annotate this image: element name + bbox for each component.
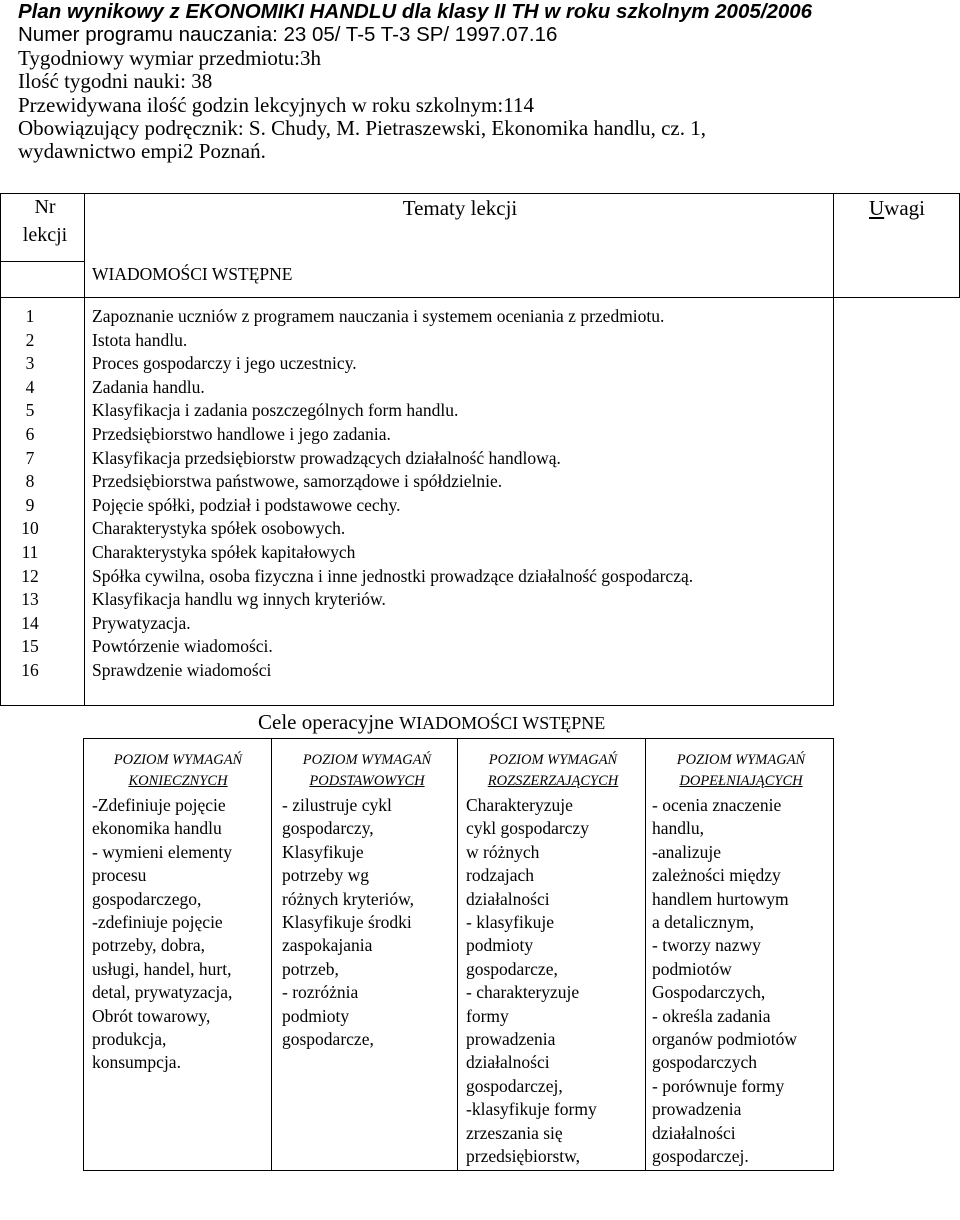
header-line: Obowiązujący podręcznik: S. Chudy, M. Pietraszewski, Ekonomika handlu, cz. 1, <box>18 116 706 141</box>
objective-line: Charakteryzuje <box>466 795 573 815</box>
objective-line: podmiotów <box>652 958 732 979</box>
table-col-divider <box>833 193 834 705</box>
objective-line: produkcja, <box>92 1029 167 1050</box>
col-header-notes: Uwagi <box>869 196 925 220</box>
lesson-number: 8 <box>25 471 35 492</box>
objective-line: konsumpcja. <box>92 1052 181 1073</box>
objective-line: formy <box>466 1005 509 1026</box>
table-col-divider <box>84 193 85 705</box>
objective-line: - charakteryzuje <box>466 982 580 1003</box>
objectives-column-essential <box>92 750 264 1075</box>
lesson-topic: Przedsiębiorstwa państwowe, samorządowe i spółdzielnie. <box>92 471 503 492</box>
lesson-topic: Istota handlu. <box>92 329 188 350</box>
table-divider-header <box>0 261 84 262</box>
objective-line: -Zdefiniuje pojęcie <box>92 795 226 815</box>
objective-line: - tworzy nazwy <box>652 935 761 956</box>
objective-line: podmioty <box>282 1005 350 1026</box>
col-header-topics: Tematy lekcji <box>402 196 518 220</box>
header-line: wydawnictwo empi2 Poznań. <box>18 139 266 164</box>
header-line: Ilość tygodni nauki: 38 <box>18 69 213 94</box>
objectives-column-basic <box>282 750 452 1051</box>
objective-line: procesu <box>92 865 147 886</box>
objectives-border-top <box>83 738 834 739</box>
objective-line: gospodarcze, <box>466 958 558 979</box>
objective-line: Klasyfikuje <box>282 841 364 862</box>
objectives-border-left <box>83 738 84 1170</box>
lesson-topic: Przedsiębiorstwo handlowe i jego zadania. <box>92 423 391 444</box>
lesson-topic: Klasyfikacja handlu wg innych kryteriów. <box>92 589 386 610</box>
lesson-number: 9 <box>25 494 35 515</box>
objective-line: przedsiębiorstw, <box>466 1146 581 1167</box>
objective-line: różnych kryteriów, <box>282 888 415 909</box>
level-name: ROZSZERZAJĄCYCH <box>487 773 619 789</box>
objective-line: - zilustruje cykl <box>282 795 392 815</box>
objectives-col-divider <box>645 738 646 1170</box>
level-heading: POZIOM WYMAGAŃ <box>676 752 806 768</box>
lesson-topic: Proces gospodarczy i jego uczestnicy. <box>92 353 357 374</box>
objective-line: -klasyfikuje formy <box>466 1099 597 1120</box>
lesson-number: 1 <box>25 306 35 326</box>
objective-line: działalności <box>466 1052 550 1073</box>
level-heading: POZIOM WYMAGAŃ <box>488 752 618 768</box>
objectives-title-main: Cele operacyjne <box>258 710 394 734</box>
objective-line: potrzeb, <box>282 958 339 979</box>
objectives-border-bottom <box>83 1170 834 1171</box>
objective-line: usługi, handel, hurt, <box>92 958 232 979</box>
lesson-number: 5 <box>25 400 35 421</box>
header-line: Przewidywana ilość godzin lekcyjnych w roku szkolnym:114 <box>18 92 534 117</box>
objective-line: a detalicznym, <box>652 912 755 933</box>
lesson-topic: Zadania handlu. <box>92 376 205 397</box>
header-line: Tygodniowy wymiar przedmiotu:3h <box>18 45 321 70</box>
lesson-number: 10 <box>21 518 39 539</box>
lesson-topic: Pojęcie spółki, podział i podstawowe cechy. <box>92 494 401 515</box>
objective-line: gospodarczej. <box>652 1146 749 1167</box>
objective-line: prowadzenia <box>466 1029 556 1050</box>
lesson-topic: Klasyfikacja i zadania poszczególnych form handlu. <box>92 400 459 421</box>
objective-line: - ocenia znaczenie <box>652 795 782 815</box>
lesson-topics <box>92 305 832 683</box>
objective-line: Obrót towarowy, <box>92 1005 211 1026</box>
lesson-number: 4 <box>25 376 35 397</box>
objective-line: gospodarczego, <box>92 888 202 909</box>
level-name: DOPEŁNIAJĄCYCH <box>679 773 803 789</box>
objective-line: handlu, <box>652 818 705 839</box>
objective-line: zrzeszania się <box>466 1122 563 1143</box>
lesson-topic: Spółka cywilna, osoba fizyczna i inne jednostki prowadzące działalność gospodarczą. <box>92 565 694 586</box>
objective-line: rodzajach <box>466 865 535 886</box>
objectives-column-extended <box>466 750 640 1169</box>
objective-line: gospodarczej, <box>466 1075 563 1096</box>
col-header-nr: Nr <box>34 196 56 218</box>
program-number: Numer programu nauczania: 23 05/ T-5 T-3 SP/ 1997.07.16 <box>18 23 558 47</box>
document-header <box>18 0 948 164</box>
objective-line: potrzeby, dobra, <box>92 935 206 956</box>
objective-line: działalności <box>466 888 550 909</box>
objective-line: gospodarczych <box>652 1052 757 1073</box>
lesson-number: 11 <box>21 541 39 562</box>
lesson-topic: Charakterystyka spółek osobowych. <box>92 518 346 539</box>
level-name: KONIECZNYCH <box>128 773 228 789</box>
objective-line: ekonomika handlu <box>92 818 222 839</box>
lesson-number: 13 <box>21 589 39 610</box>
objectives-col-divider <box>457 738 458 1170</box>
lesson-number: 12 <box>21 565 39 586</box>
objective-line: - porównuje formy <box>652 1075 785 1096</box>
objective-line: handlem hurtowym <box>652 888 789 909</box>
objective-line: gospodarczy, <box>282 818 374 839</box>
objectives-column-complementary <box>652 750 830 1169</box>
objective-line: -analizuje <box>652 841 721 862</box>
objective-line: - rozróżnia <box>282 982 359 1003</box>
objective-line: potrzeby wg <box>282 865 369 886</box>
lesson-number: 7 <box>25 447 35 468</box>
lesson-number: 6 <box>25 423 35 444</box>
table-divider-section <box>0 297 960 298</box>
lesson-topic: Klasyfikacja przedsiębiorstw prowadzących działalność handlową. <box>92 447 561 468</box>
objective-line: prowadzenia <box>652 1099 742 1120</box>
objective-line: gospodarcze, <box>282 1029 374 1050</box>
lesson-topic: Zapoznanie uczniów z programem nauczania i systemem oceniania z przedmiotu. <box>92 306 665 326</box>
lesson-topic: Prywatyzacja. <box>92 612 191 633</box>
level-heading: POZIOM WYMAGAŃ <box>302 752 432 768</box>
table-border-bottom <box>0 705 834 706</box>
lesson-numbers <box>10 305 50 683</box>
lesson-number: 14 <box>21 612 39 633</box>
objectives-col-divider <box>271 738 272 1170</box>
objective-line: zaspokajania <box>282 935 373 956</box>
objective-line: -zdefiniuje pojęcie <box>92 912 223 933</box>
lesson-number: 3 <box>25 353 35 374</box>
document-title: Plan wynikowy z EKONOMIKI HANDLU dla klasy II TH w roku szkolnym 2005/2006 <box>18 0 813 23</box>
objective-line: Klasyfikuje środki <box>282 912 412 933</box>
objective-line: działalności <box>652 1122 736 1143</box>
table-border-left <box>0 193 1 705</box>
objective-line: organów podmiotów <box>652 1029 798 1050</box>
objective-line: - wymieni elementy <box>92 841 232 862</box>
objective-line: w różnych <box>466 841 540 862</box>
objective-line: - klasyfikuje <box>466 912 554 933</box>
level-name: PODSTAWOWYCH <box>309 773 425 789</box>
section-title: WIADOMOŚCI WSTĘPNE <box>92 264 293 284</box>
objective-line: podmioty <box>466 935 534 956</box>
lesson-topic: Powtórzenie wiadomości. <box>92 636 273 657</box>
objective-line: zależności między <box>652 865 781 886</box>
lesson-number: 15 <box>21 636 39 657</box>
objective-line: - określa zadania <box>652 1005 771 1026</box>
lesson-number: 2 <box>25 329 35 350</box>
objective-line: Gospodarczych, <box>652 982 766 1003</box>
objectives-title <box>258 710 605 735</box>
level-heading: POZIOM WYMAGAŃ <box>113 752 243 768</box>
objectives-border-right <box>833 738 834 1170</box>
lesson-topic: Sprawdzenie wiadomości <box>92 659 272 680</box>
lesson-topic: Charakterystyka spółek kapitałowych <box>92 541 356 562</box>
objectives-title-section: WIADOMOŚCI WSTĘPNE <box>399 713 606 733</box>
col-header-lekcji: lekcji <box>22 224 68 246</box>
lesson-number: 16 <box>21 659 39 680</box>
table-border-top <box>0 193 960 194</box>
objective-line: detal, prywatyzacja, <box>92 982 233 1003</box>
objective-line: cykl gospodarczy <box>466 818 589 839</box>
